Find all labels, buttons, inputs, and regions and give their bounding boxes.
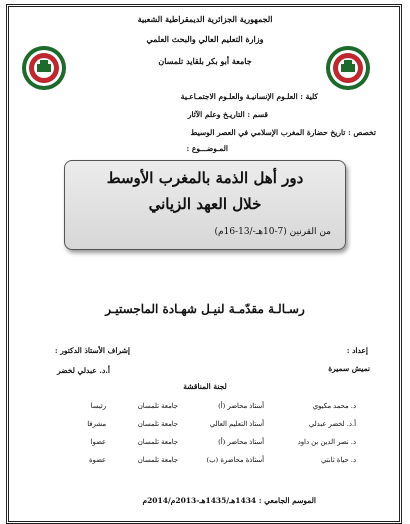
specialty-label: تخصص : <box>347 128 376 137</box>
subject-label: المـوضـــوع : <box>186 144 228 153</box>
ministry-line: وزارة التعليم العالي والبحث العلمي <box>146 34 264 44</box>
university-logo-right-icon <box>324 44 372 92</box>
faculty-label: كلية : <box>300 92 318 101</box>
committee-role: عضوة <box>88 456 106 464</box>
committee-name: د. محمد مكيوي <box>312 402 356 410</box>
academic-year: الموسم الجامعي : 1434هـ/1435هـ-2013م/2014م <box>142 496 316 505</box>
committee-name: أ.د. لخضر عبدلي <box>308 420 356 428</box>
committee-role: عضوا <box>90 438 106 446</box>
prepared-by-label: إعداد : <box>346 346 368 355</box>
supervisor-name: أ.د. عبدلي لخضر <box>57 366 110 375</box>
committee-university: جامعة تلمسان <box>137 438 178 446</box>
committee-rank: أستاذ محاضر (أ) <box>218 402 264 410</box>
supervisor-label: إشراف الأستاذ الدكتور : <box>54 346 130 355</box>
prepared-by-name: نميش سميرة <box>328 364 370 373</box>
committee-name: د. حياة ثابتي <box>321 456 356 464</box>
specialty-value: تاريخ حضارة المغرب الإسلامي في العصر الوسيط <box>190 128 346 137</box>
department-row <box>188 110 268 119</box>
committee-title: لجنة المناقشة <box>183 382 227 391</box>
republic-line: الجمهورية الجزائرية الديمقراطية الشعبية <box>137 14 273 24</box>
committee-role: مشرفا <box>87 420 106 428</box>
committee-role: رئيسا <box>90 402 106 410</box>
title-line-2: خلال العهد الزياني <box>148 195 262 213</box>
specialty-row <box>191 128 377 137</box>
committee-university: جامعة تلمسان <box>137 456 178 464</box>
committee-name: د. نصر الدين بن داود <box>297 438 356 446</box>
university-logo-left-icon <box>20 44 68 92</box>
committee-rank: أستاذ التعليم العالي <box>209 420 264 428</box>
committee-rank: أستاذ محاضر (أ) <box>218 438 264 446</box>
department-label: قسم : <box>247 110 268 119</box>
title-line-3: من القرنين (7-10هـ-/13-16م) <box>214 227 331 237</box>
university-line: جامعة أبو بكر بلقايد تلمسان <box>158 56 252 66</box>
faculty-value: العلـوم الإنسانيـة والعلـوم الاجتمـاعـية <box>180 92 298 101</box>
title-box <box>64 160 346 250</box>
committee-rank: أستاذة محاضرة (ب) <box>206 456 264 464</box>
department-value: التاريـخ وعلم الآثار <box>187 110 245 119</box>
committee-university: جامعة تلمسان <box>137 420 178 428</box>
committee-university: جامعة تلمسان <box>137 402 178 410</box>
title-line-1: دور أهل الذمة بالمغرب الأوسط <box>106 169 304 187</box>
faculty-row <box>181 92 318 101</box>
thesis-statement: رسـالـة مقدّمـة لنيـل شهـادة الماجستيـر <box>105 302 305 316</box>
